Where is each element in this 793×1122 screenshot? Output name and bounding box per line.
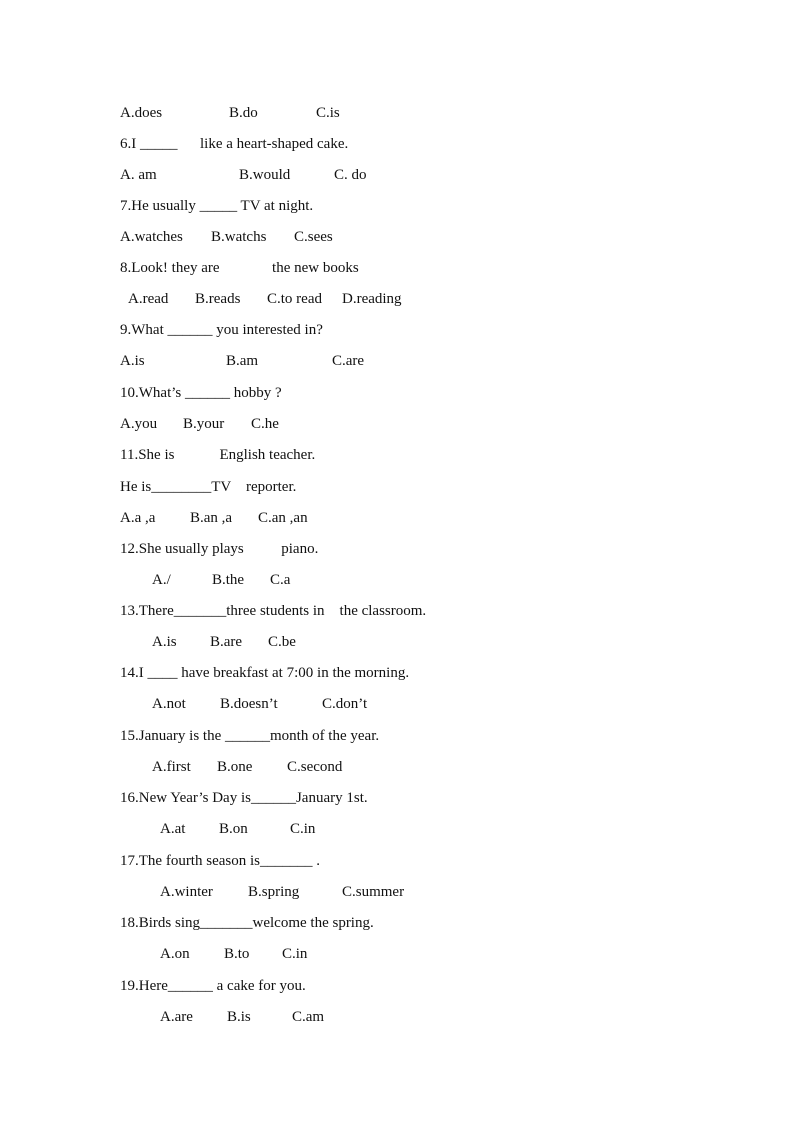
answer-option: C.to read (267, 291, 322, 307)
question-text: 8.Look! they are the new books (120, 260, 359, 276)
answer-option: A.on (160, 946, 190, 962)
answer-options (120, 1007, 680, 1027)
answer-option: C.are (332, 353, 365, 369)
answer-option: A.not (152, 696, 186, 712)
answer-option: A.are (160, 1009, 193, 1025)
answer-option: B.an ,a (190, 510, 233, 526)
answer-option: C.in (290, 821, 316, 837)
answer-options (120, 103, 680, 123)
answer-option: A. am (120, 167, 157, 183)
answer-option: C.second (287, 759, 343, 775)
answer-options (120, 757, 680, 777)
answer-option: A.you (120, 416, 158, 432)
answer-options (120, 414, 680, 434)
question-text: 19.Here______ a cake for you. (120, 978, 306, 994)
answer-options (120, 508, 680, 528)
answer-options (120, 570, 680, 590)
question-text: 13.There_______three students in the classroom. (120, 603, 427, 619)
question-text: 16.New Year’s Day is______January 1st. (120, 790, 368, 806)
question-text: 15.January is the ______month of the year. (120, 728, 380, 744)
answer-option: B.on (219, 821, 248, 837)
answer-option: B.your (183, 416, 225, 432)
answer-options (120, 694, 680, 714)
answer-option: A.first (152, 759, 191, 775)
answer-option: B.am (226, 353, 259, 369)
answer-option: A.at (160, 821, 186, 837)
answer-option: A.read (128, 291, 169, 307)
answer-option: B.doesn’t (220, 696, 278, 712)
answer-option: B.do (229, 105, 258, 121)
answer-options (120, 819, 680, 839)
answer-option: C.sees (294, 229, 333, 245)
answer-option: B.spring (248, 884, 300, 900)
answer-option: A.a ,a (120, 510, 156, 526)
answer-options (120, 632, 680, 652)
answer-option: B.are (210, 634, 243, 650)
answer-option: C.am (292, 1009, 325, 1025)
answer-option: C.he (251, 416, 279, 432)
answer-option: A.is (152, 634, 177, 650)
answer-option: C.is (316, 105, 340, 121)
answer-options (120, 944, 680, 964)
answer-option: C.an ,an (258, 510, 308, 526)
answer-option: A.winter (160, 884, 213, 900)
question-text: 14.I ____ have breakfast at 7:00 in the morning. (120, 665, 410, 681)
question-text: 12.She usually plays piano. (120, 541, 319, 557)
answer-option: A.does (120, 105, 163, 121)
question-text: 10.What’s ______ hobby ? (120, 385, 282, 401)
answer-options (120, 289, 680, 309)
answer-option: A.watches (120, 229, 183, 245)
question-text: 18.Birds sing_______welcome the spring. (120, 915, 374, 931)
answer-option: B.is (227, 1009, 251, 1025)
answer-option: C.in (282, 946, 308, 962)
answer-option: C.don’t (322, 696, 368, 712)
answer-options (120, 227, 680, 247)
answer-option: A.is (120, 353, 145, 369)
answer-option: B.would (239, 167, 291, 183)
answer-options (120, 351, 680, 371)
answer-options (120, 165, 680, 185)
question-text: 11.She is English teacher. (120, 447, 316, 463)
answer-option: B.reads (195, 291, 241, 307)
question-text: 9.What ______ you interested in? (120, 322, 323, 338)
answer-option: C.be (268, 634, 296, 650)
answer-option: B.watchs (211, 229, 267, 245)
question-text: 6.I _____ like a heart-shaped cake. (120, 136, 349, 152)
answer-options (120, 882, 680, 902)
answer-option: C.a (270, 572, 291, 588)
question-text: He is________TV reporter. (120, 479, 297, 495)
answer-option: B.to (224, 946, 250, 962)
answer-option: B.the (212, 572, 245, 588)
answer-option: A./ (152, 572, 171, 588)
answer-option: B.one (217, 759, 253, 775)
answer-option: C. do (334, 167, 367, 183)
question-text: 7.He usually _____ TV at night. (120, 198, 314, 214)
question-text: 17.The fourth season is_______ . (120, 853, 320, 869)
answer-option: D.reading (342, 291, 402, 307)
answer-option: C.summer (342, 884, 405, 900)
